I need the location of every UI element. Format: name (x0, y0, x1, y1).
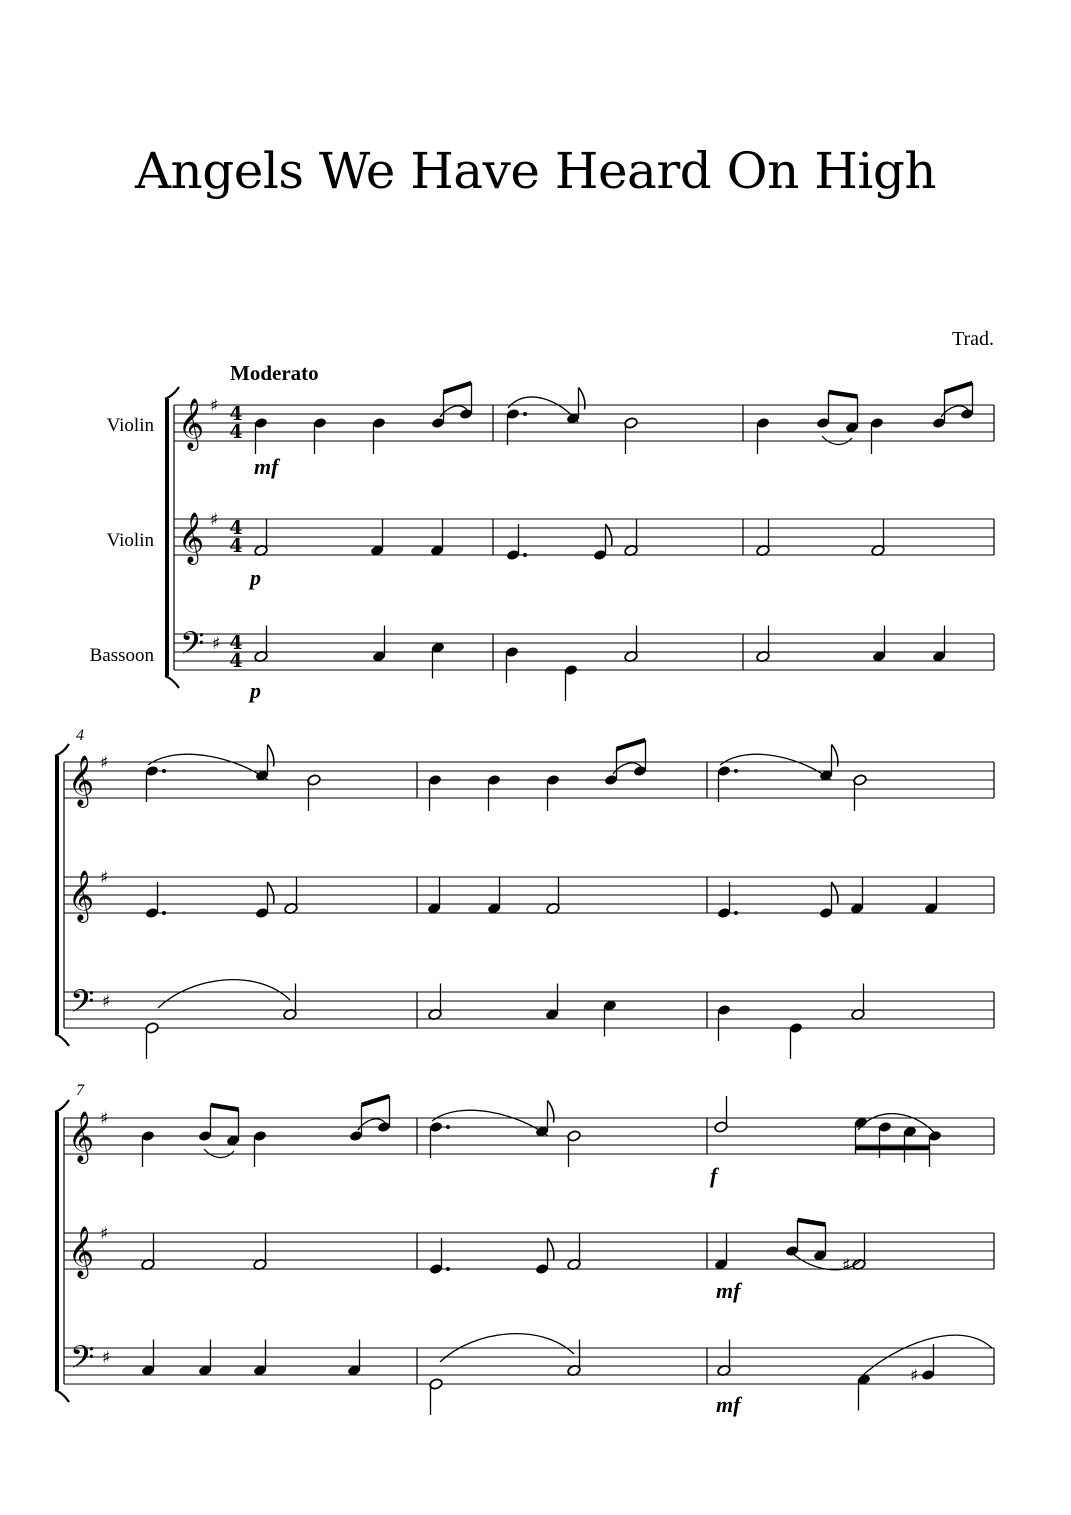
bracket-hook (165, 676, 179, 688)
note (145, 882, 166, 919)
note (431, 392, 445, 429)
treble-clef-icon: 𝄞 (68, 755, 95, 806)
note (785, 1220, 799, 1257)
sharp-icon: ♯ (842, 1255, 851, 1276)
sharp-icon: ♯ (100, 1109, 109, 1129)
dynamic-marking: p (250, 565, 261, 590)
note (254, 520, 268, 557)
note (717, 1340, 731, 1377)
note (535, 1101, 554, 1138)
slur (720, 754, 831, 780)
slur (432, 1110, 548, 1136)
note (567, 1340, 581, 1377)
time-signature-top: 4 (229, 517, 243, 539)
note (624, 417, 638, 454)
dot (523, 412, 527, 416)
note (313, 417, 327, 454)
bracket-hook (55, 1390, 69, 1402)
note (871, 520, 885, 557)
note (487, 878, 501, 915)
note (372, 417, 386, 454)
note (714, 1234, 728, 1271)
note (624, 520, 638, 557)
bass-clef-icon: 𝄢 (70, 1339, 95, 1383)
measure-number: 7 (76, 1082, 84, 1099)
note (253, 1340, 267, 1377)
note (717, 882, 738, 919)
note (254, 417, 268, 454)
note (535, 1238, 554, 1275)
note (198, 1105, 212, 1142)
note (819, 882, 838, 919)
beam (362, 1096, 390, 1105)
note (924, 878, 938, 915)
time-signature-bottom: 4 (229, 421, 243, 443)
note (506, 408, 527, 445)
note (845, 397, 859, 434)
tempo-marking: Moderato (230, 361, 319, 385)
note (428, 984, 442, 1021)
note (255, 882, 274, 919)
treble-clef-icon: 𝄞 (68, 1226, 95, 1277)
flag (548, 1101, 554, 1123)
system-bracket (165, 399, 169, 676)
dot (523, 553, 527, 557)
beam (444, 383, 472, 392)
dynamic-marking: mf (254, 454, 279, 479)
bracket-hook (165, 387, 179, 399)
note (307, 774, 321, 811)
note (145, 1022, 159, 1059)
system-bracket (55, 1112, 59, 1390)
sharp-icon: ♯ (100, 753, 109, 773)
beam (211, 1105, 239, 1110)
bass-clef-icon: 𝄢 (180, 625, 205, 669)
beam (829, 392, 858, 397)
note (546, 878, 560, 915)
note (857, 1373, 871, 1410)
time-signature-bottom: 4 (229, 535, 243, 557)
slur (862, 1335, 992, 1376)
beam (798, 1220, 826, 1225)
note (850, 878, 864, 915)
note (624, 626, 638, 663)
treble-clef-icon: 𝄞 (178, 512, 205, 563)
treble-clef-icon: 𝄞 (178, 398, 205, 449)
beam (945, 383, 973, 392)
note (567, 1130, 581, 1167)
note (819, 745, 838, 782)
time-signature-top: 4 (229, 632, 243, 654)
bracket-hook (55, 744, 69, 756)
note (141, 1340, 155, 1377)
note (545, 984, 559, 1021)
flag (548, 1238, 554, 1260)
note (141, 1234, 155, 1271)
note (349, 1105, 363, 1142)
note (505, 646, 519, 683)
dot (734, 769, 738, 773)
note (198, 1340, 212, 1377)
note (226, 1110, 240, 1147)
instrument-name: Violin (106, 415, 154, 436)
slur (858, 1114, 938, 1137)
sharp-icon: ♯ (102, 1348, 111, 1368)
note (932, 392, 946, 429)
note (756, 417, 770, 454)
measure-number: 4 (76, 727, 84, 744)
dot (446, 1125, 450, 1129)
note (429, 1378, 443, 1415)
note (813, 1225, 827, 1262)
dynamic-marking: mf (716, 1392, 741, 1417)
flag (606, 524, 612, 546)
slur (148, 754, 268, 780)
note (853, 774, 867, 811)
note (254, 626, 268, 663)
note (564, 664, 578, 701)
time-signature-bottom: 4 (229, 650, 243, 672)
sharp-icon: ♯ (102, 992, 111, 1012)
dot (446, 1267, 450, 1271)
note (872, 626, 886, 663)
dot (162, 911, 166, 915)
note (789, 1022, 803, 1059)
slur (158, 980, 290, 1008)
sharp-icon: ♯ (212, 634, 221, 654)
dynamic-marking: mf (716, 1278, 741, 1303)
dot (734, 911, 738, 915)
note (756, 626, 770, 663)
slur (822, 436, 852, 445)
note (756, 520, 770, 557)
instrument-name: Violin (106, 530, 154, 551)
sharp-icon: ♯ (210, 510, 219, 530)
note (370, 520, 384, 557)
note (593, 524, 612, 561)
instrument-name: Bassoon (89, 645, 154, 666)
note (429, 1121, 450, 1158)
note (851, 984, 865, 1021)
note (603, 999, 617, 1036)
note (430, 520, 444, 557)
sharp-icon: ♯ (100, 868, 109, 888)
note (428, 774, 442, 811)
note (372, 626, 386, 663)
note (714, 1096, 728, 1133)
composer: Trad. (951, 328, 994, 350)
note (567, 1234, 581, 1271)
score-title: Angels We Have Heard On High (134, 142, 937, 200)
note (347, 1340, 361, 1377)
sharp-icon: ♯ (910, 1366, 919, 1386)
sharp-icon: ♯ (100, 1224, 109, 1244)
dynamic-marking: p (250, 678, 261, 703)
note (429, 1238, 450, 1275)
flag (832, 882, 838, 904)
note (427, 878, 441, 915)
bass-clef-icon: 𝄢 (70, 983, 95, 1027)
note (283, 984, 297, 1021)
note (253, 1130, 267, 1167)
note (255, 745, 274, 782)
slur (204, 1149, 234, 1158)
dot (162, 769, 166, 773)
system-bracket (55, 756, 59, 1034)
note (141, 1130, 155, 1167)
note (431, 641, 445, 678)
note (717, 765, 738, 802)
note (284, 878, 298, 915)
note (717, 1004, 731, 1041)
treble-clef-icon: 𝄞 (68, 870, 95, 921)
note (870, 417, 884, 454)
bracket-hook (55, 1034, 69, 1046)
note (145, 765, 166, 802)
note (253, 1234, 267, 1271)
note (816, 392, 830, 429)
time-signature-top: 4 (229, 403, 243, 425)
note (506, 524, 527, 561)
note (878, 1121, 892, 1158)
note (903, 1125, 917, 1162)
sharp-icon: ♯ (210, 396, 219, 416)
flag (579, 388, 585, 410)
beam (617, 740, 646, 749)
bracket-hook (55, 1100, 69, 1112)
flag (832, 745, 838, 767)
note (546, 774, 560, 811)
note (928, 1130, 942, 1167)
flag (268, 882, 274, 904)
flag (268, 745, 274, 767)
treble-clef-icon: 𝄞 (68, 1111, 95, 1162)
note (932, 626, 946, 663)
note (921, 1344, 935, 1381)
note (604, 749, 618, 786)
dynamic-marking: f (710, 1163, 718, 1188)
note (487, 774, 501, 811)
